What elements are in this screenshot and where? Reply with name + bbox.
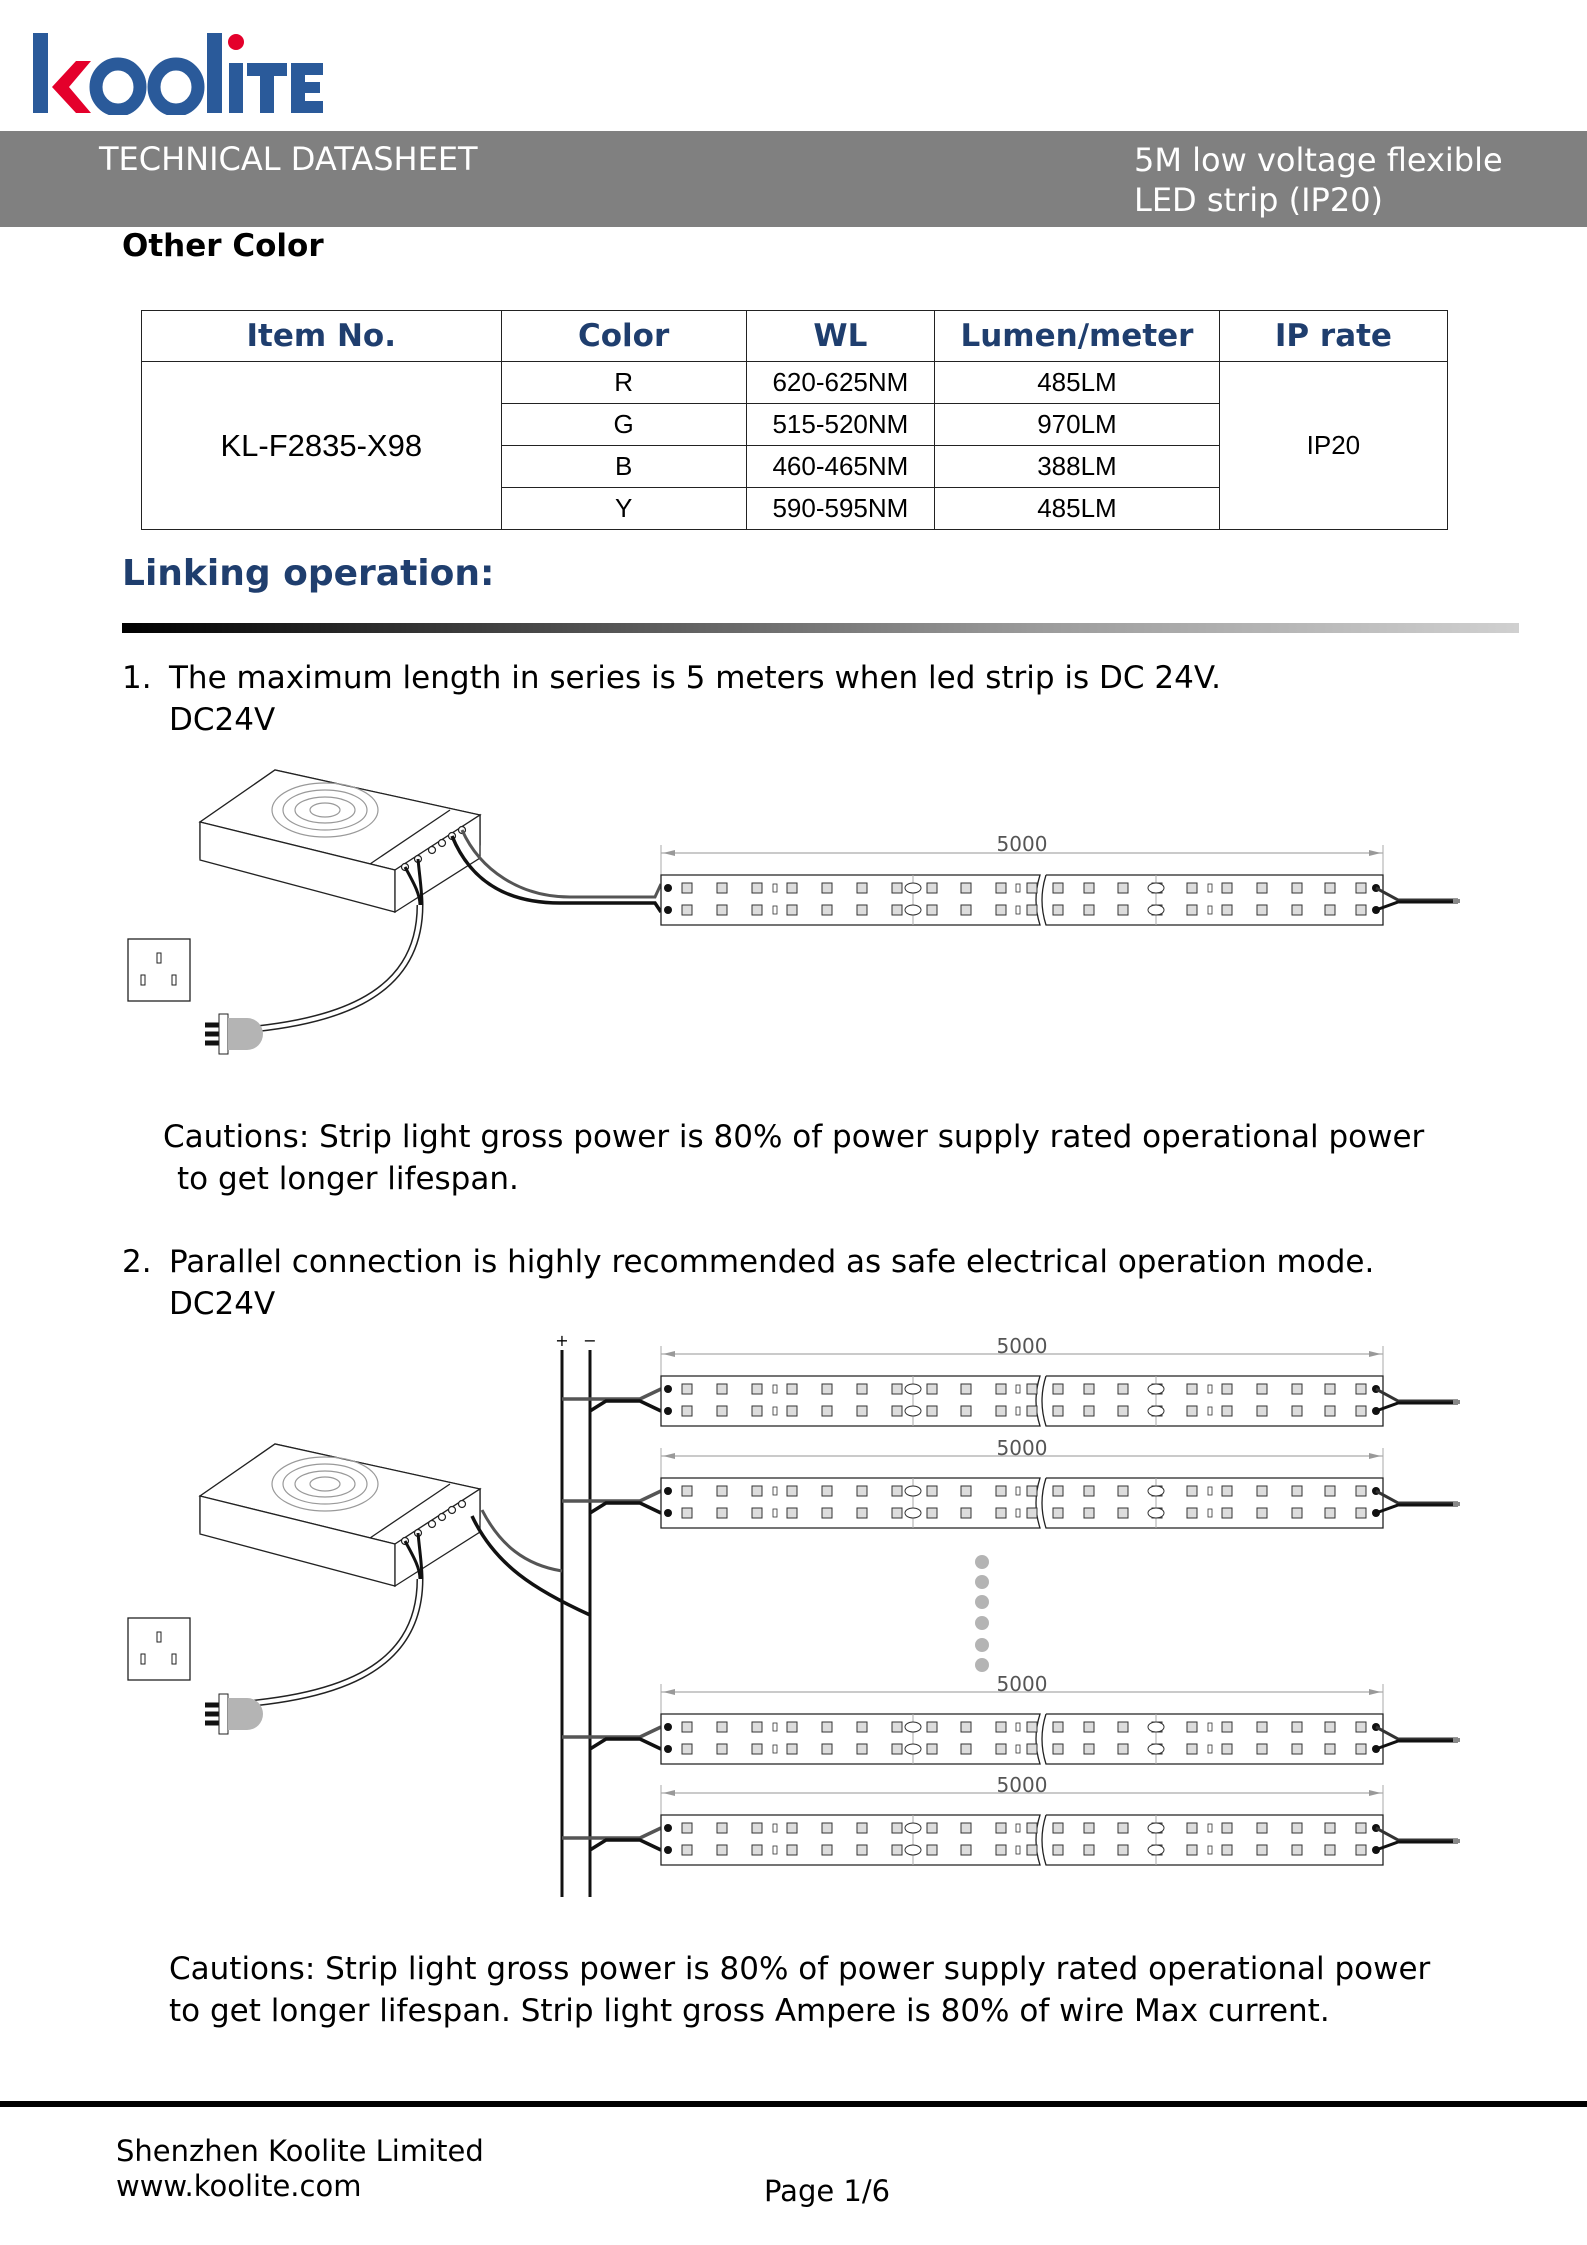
section-title-linking: Linking operation:	[122, 553, 495, 594]
color-spec-table	[141, 310, 1448, 530]
cell-wl: 515-520NM	[746, 404, 934, 446]
section-divider	[122, 623, 1519, 633]
strip-length-label: 5000	[996, 832, 1048, 856]
caution1-line2: to get longer lifespan.	[177, 1161, 519, 1197]
cell-color: Y	[501, 488, 746, 530]
led-strip	[661, 1448, 1460, 1528]
series-wires	[452, 830, 661, 912]
header-lumen: Lumen/meter	[935, 311, 1220, 362]
wall-outlet-icon	[128, 1618, 190, 1680]
table-header-row	[142, 311, 1448, 362]
cell-lumen: 970LM	[935, 404, 1220, 446]
led-strip	[661, 845, 1460, 925]
led-strip	[661, 1684, 1460, 1764]
series-connection-diagram	[0, 760, 1587, 1070]
item2-number: 2.	[122, 1244, 152, 1280]
strip-length-label: 5000	[996, 1672, 1048, 1696]
cell-lumen: 388LM	[935, 446, 1220, 488]
led-strip	[661, 1346, 1460, 1426]
page-number: Page 1/6	[764, 2174, 891, 2208]
cell-ip-rate: IP20	[1219, 362, 1447, 530]
section-title-other-color: Other Color	[122, 228, 324, 264]
bus-lines	[472, 1350, 661, 1897]
power-supply-icon	[200, 1444, 480, 1706]
header-color: Color	[501, 311, 746, 362]
footer-divider	[0, 2101, 1587, 2107]
product-title	[1134, 140, 1503, 220]
continuation-dots-icon	[975, 1555, 989, 1672]
plug-icon	[205, 1694, 263, 1734]
item2-voltage: DC24V	[169, 1286, 276, 1322]
cell-color: G	[501, 404, 746, 446]
plug-icon	[205, 1014, 263, 1054]
footer-website[interactable]: www.koolite.com	[116, 2169, 362, 2203]
koolite-logo	[33, 33, 323, 115]
wall-outlet-icon	[128, 939, 190, 1001]
header-item-no: Item No.	[142, 311, 502, 362]
strip-length-label: 5000	[996, 1436, 1048, 1460]
cell-item-no: KL-F2835-X98	[142, 362, 502, 530]
cell-wl: 590-595NM	[746, 488, 934, 530]
power-supply-icon	[200, 770, 480, 1032]
header-ip-rate: IP rate	[1219, 311, 1447, 362]
cell-color: B	[501, 446, 746, 488]
caution1-line1: Cautions: Strip light gross power is 80% of power supply rated operational power	[163, 1119, 1425, 1155]
caution2-line2: to get longer lifespan. Strip light gross Ampere is 80% of wire Max current.	[169, 1993, 1330, 2029]
cell-lumen: 485LM	[935, 362, 1220, 404]
strip-length-label: 5000	[996, 1773, 1048, 1797]
parallel-connection-diagram	[0, 1325, 1587, 1910]
item1-voltage: DC24V	[169, 702, 276, 738]
footer-company-info	[116, 2134, 484, 2204]
cell-wl: 620-625NM	[746, 362, 934, 404]
datasheet-label: TECHNICAL DATASHEET	[99, 140, 478, 178]
bus-minus-label: −	[583, 1331, 597, 1350]
cell-wl: 460-465NM	[746, 446, 934, 488]
cell-color: R	[501, 362, 746, 404]
bus-plus-label: +	[555, 1331, 569, 1350]
product-title-line1: 5M low voltage flexible	[1134, 141, 1503, 179]
product-title-line2: LED strip (IP20)	[1134, 181, 1384, 219]
cell-lumen: 485LM	[935, 488, 1220, 530]
header-wl: WL	[746, 311, 934, 362]
item2-text: Parallel connection is highly recommended as safe electrical operation mode.	[169, 1244, 1375, 1280]
table-row	[142, 362, 1448, 404]
strip-length-label: 5000	[996, 1334, 1048, 1358]
caution2-line1: Cautions: Strip light gross power is 80% of power supply rated operational power	[169, 1951, 1431, 1987]
item1-number: 1.	[122, 660, 152, 696]
footer-company: Shenzhen Koolite Limited	[116, 2134, 484, 2168]
item1-text: The maximum length in series is 5 meters when led strip is DC 24V.	[169, 660, 1221, 696]
led-strip	[661, 1785, 1460, 1865]
